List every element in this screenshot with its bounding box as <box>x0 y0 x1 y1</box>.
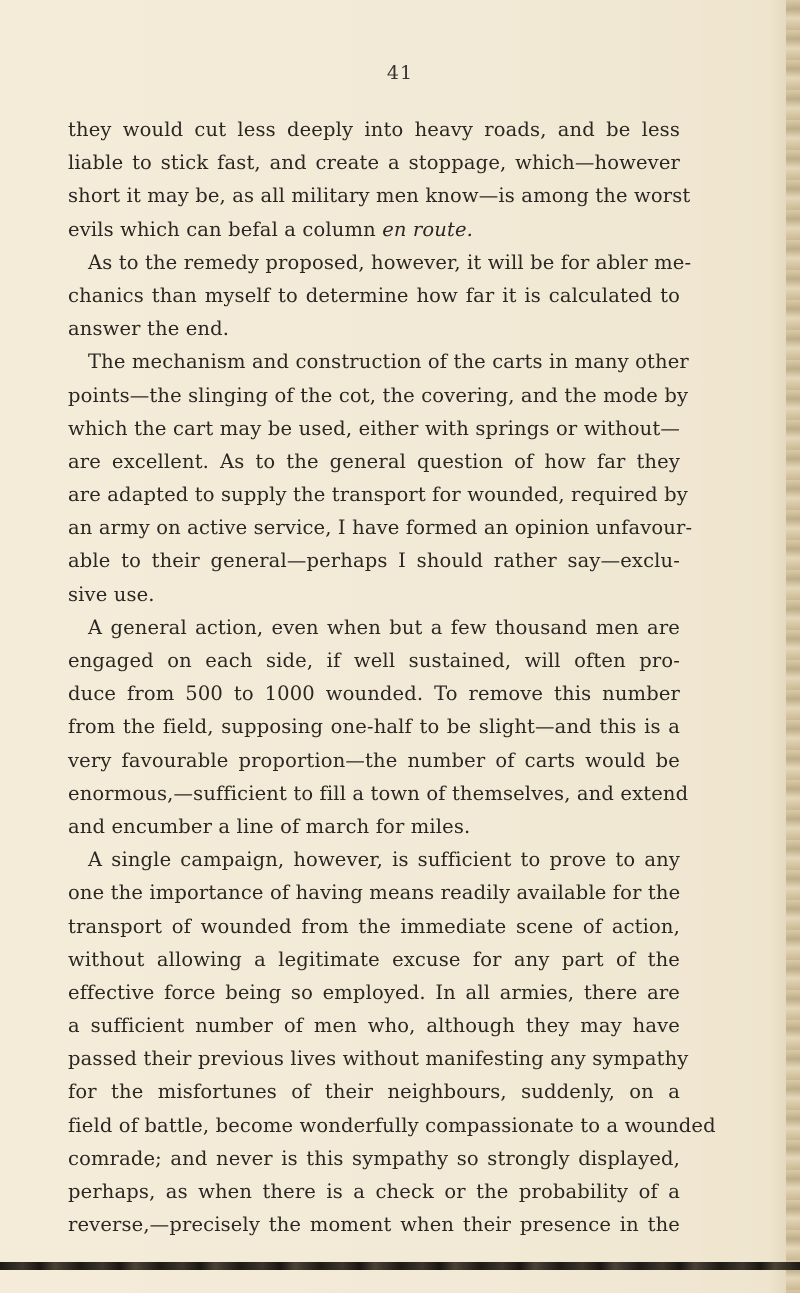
body-text <box>68 113 716 1241</box>
text-line: able to their general—perhaps I should rather say—exclu- <box>68 549 680 573</box>
text-line: an army on active service, I have formed an opinion unfavour- <box>68 516 693 540</box>
text-line <box>68 213 680 246</box>
text-line: A general action, even when but a few thousand men are <box>88 615 680 639</box>
text-line: short it may be, as all military men know—is among the worst <box>68 184 691 208</box>
text-line: enormous,—sufficient to fill a town of themselves, and extend <box>68 781 689 805</box>
text-line: chanics than myself to determine how far it is calculated to <box>68 283 680 307</box>
text-line: The mechanism and construction of the carts in many other <box>88 350 689 374</box>
text-line: effective force being so employed. In all armies, there are <box>68 980 680 1004</box>
text-line: for the misfortunes of their neighbours, suddenly, on a <box>68 1080 680 1104</box>
text-line: As to the remedy proposed, however, it will be for abler me- <box>88 250 692 274</box>
text-line: comrade; and never is this sympathy so strongly displayed, <box>68 1146 680 1170</box>
text-line: from the field, supposing one-half to be slight—and this is a <box>68 715 680 739</box>
text-line: engaged on each side, if well sustained, will often pro- <box>68 649 680 672</box>
text-line-prefix: evils which can befal a column <box>68 217 383 241</box>
text-line: field of battle, become wonderfully compassionate to a wounded <box>68 1113 716 1137</box>
text-line: A single campaign, however, is sufficient to prove to any <box>88 848 680 872</box>
text-line: and encumber a line of march for miles. <box>68 814 471 838</box>
text-line: transport of wounded from the immediate scene of action, <box>68 914 680 938</box>
text-line: passed their previous lives without manifesting any sympathy <box>68 1047 689 1071</box>
text-line: without allowing a legitimate excuse for any part of the <box>68 947 680 971</box>
text-line: reverse,—precisely the moment when their presence in the <box>68 1213 680 1237</box>
text-line: liable to stick fast, and create a stoppage, which—however <box>68 151 680 175</box>
text-line: points—the slinging of the cot, the covering, and the mode by <box>68 383 689 407</box>
text-line: they would cut less deeply into heavy roads, and be less <box>68 118 680 141</box>
text-line: answer the end. <box>68 317 230 341</box>
text-line: a sufficient number of men who, although they may have <box>68 1014 680 1038</box>
text-line: one the importance of having means readily available for the <box>68 881 681 905</box>
text-line: are excellent. As to the general question of how far they <box>68 449 680 473</box>
page-edge-bottom-band <box>0 1262 800 1270</box>
text-line: sive use. <box>68 582 155 606</box>
page-number: 41 <box>386 62 414 84</box>
italic-phrase: en route. <box>382 217 474 241</box>
text-line: duce from 500 to 1000 wounded. To remove this number <box>68 682 680 706</box>
text-line: which the cart may be used, either with springs or without— <box>68 416 680 440</box>
text-line: perhaps, as when there is a check or the probability of a <box>68 1180 680 1203</box>
page-edge-right <box>786 0 800 1293</box>
text-line: are adapted to supply the transport for wounded, required by <box>68 483 688 507</box>
text-line: very favourable proportion—the number of carts would be <box>68 748 680 772</box>
